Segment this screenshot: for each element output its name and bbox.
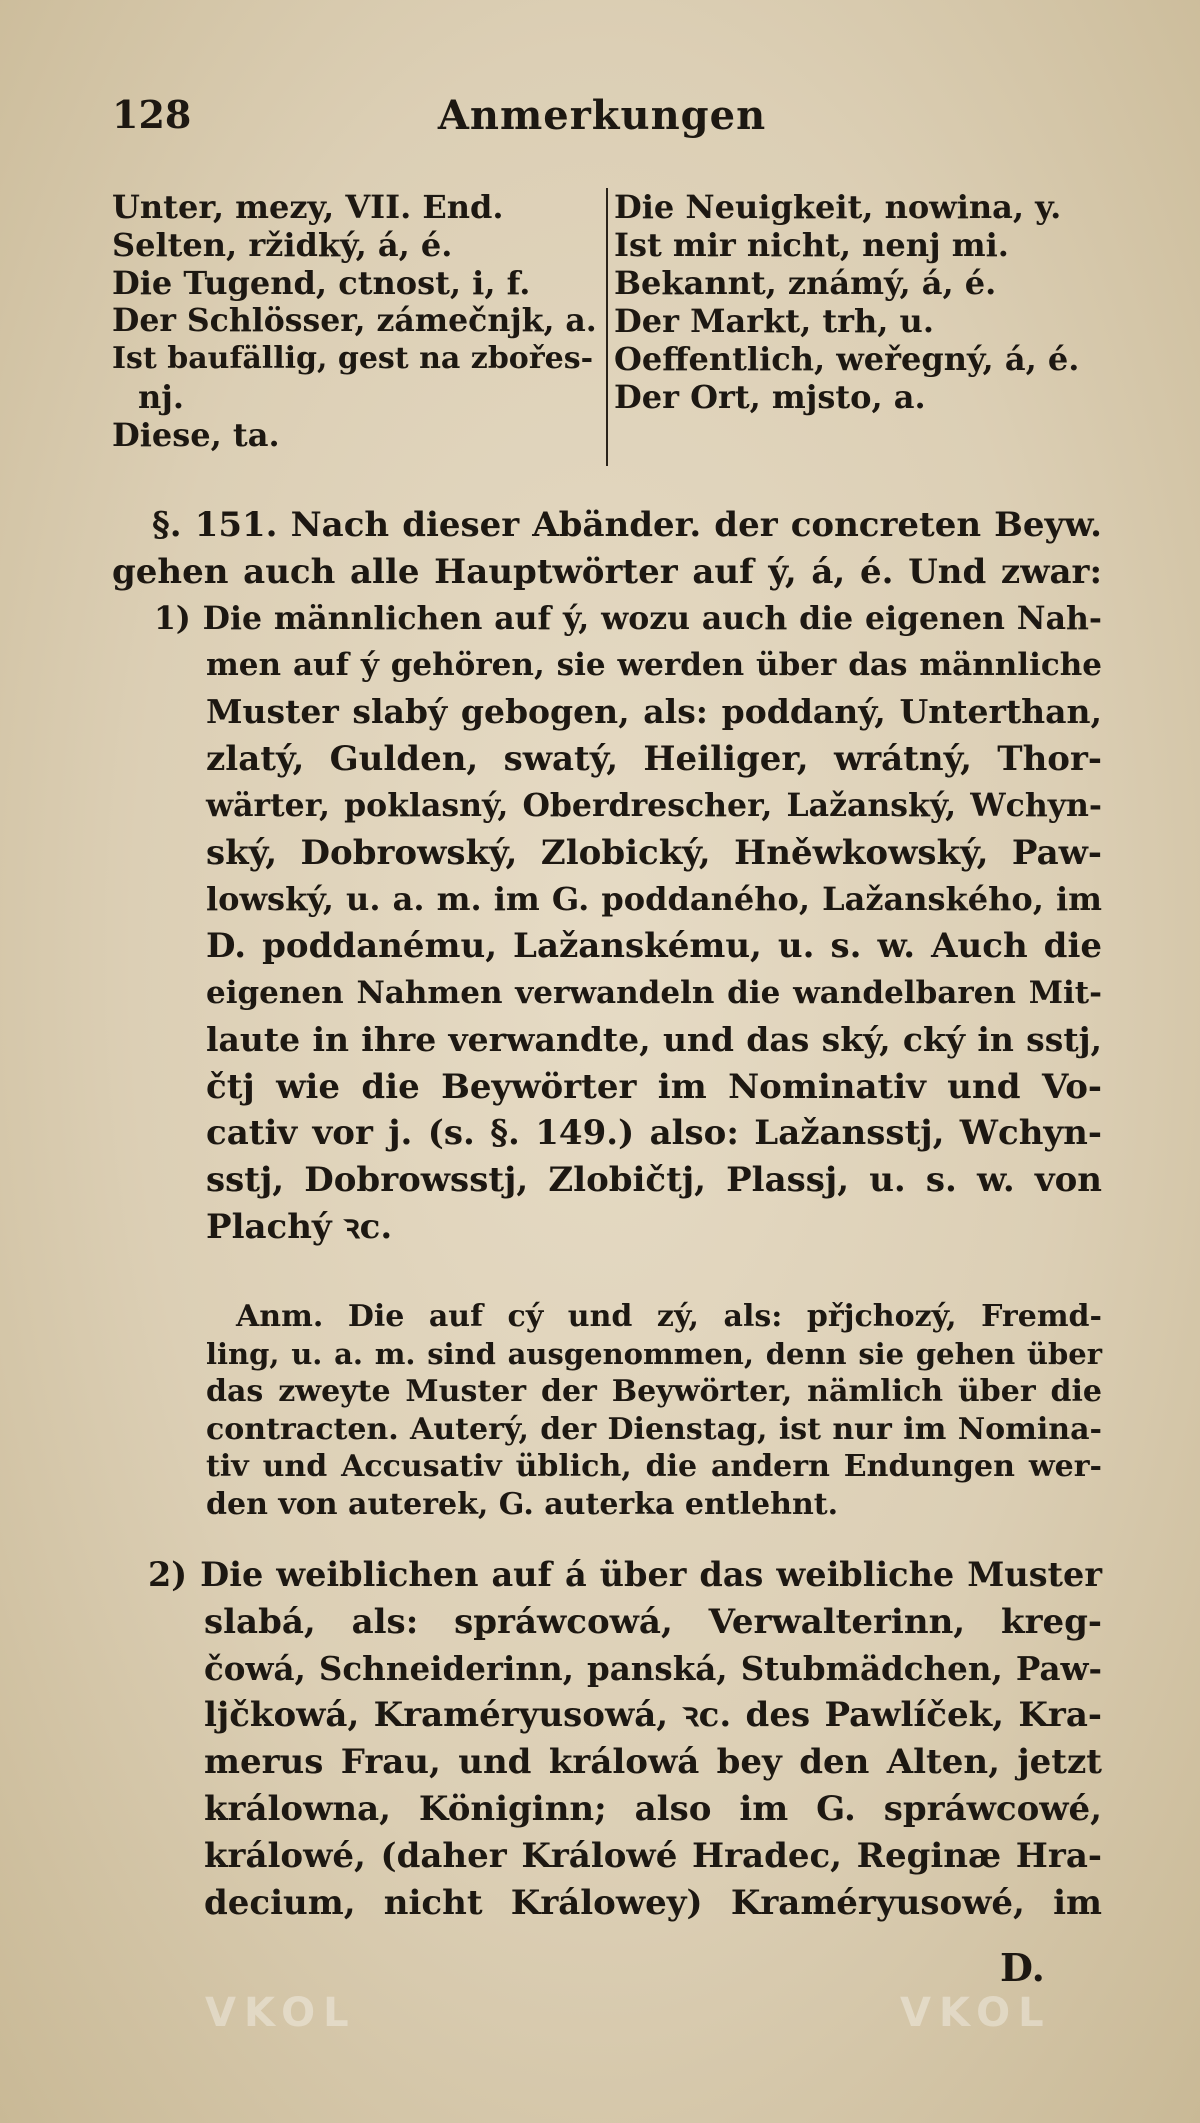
vocab-entry: Unter, mezy, VII. End. — [112, 188, 504, 226]
text-line: čtj wie die Beywörter im Nominativ und Vo- — [206, 1066, 1102, 1107]
text-line: decium, nicht Králowey) Kraméryusowé, im — [204, 1882, 1102, 1923]
text-line: sstj, Dobrowsstj, Zlobičtj, Plassj, u. s. w. von — [206, 1160, 1102, 1201]
text-line: lowský, u. a. m. im G. poddaného, Lažanského, im — [206, 880, 1102, 919]
vocabulary-table — [112, 188, 1092, 473]
vocab-entry: Ist mir nicht, nenj mi. — [614, 226, 1009, 264]
catchword: D. — [1000, 1945, 1045, 1990]
vocab-entry: Selten, ržidký, á, é. — [112, 226, 453, 264]
text-line: králowé, (daher Králowé Hradec, Reginæ Hra- — [204, 1835, 1102, 1876]
text-line: ský, Dobrowský, Zlobický, Hněwkowský, Paw- — [206, 832, 1102, 873]
page-header — [112, 92, 1092, 142]
vocab-entry: Ist baufällig, gest na zbořes- — [112, 341, 594, 376]
note-line: das zweyte Muster der Beywörter, nämlich über die — [206, 1374, 1102, 1409]
text-line: laute in ihre verwandte, und das ský, cký in sstj, — [206, 1019, 1102, 1059]
running-head: Anmerkungen — [437, 92, 767, 139]
text-line: cativ vor j. (s. §. 149.) also: Lažansstj, Wchyn- — [206, 1113, 1102, 1154]
vocab-entry: nj. — [138, 378, 184, 416]
section-151-paragraph — [112, 502, 1102, 1251]
text-line: men auf ý gehören, sie werden über das männliche — [206, 647, 1102, 684]
note-line: contracten. Auterý, der Dienstag, ist nur im Nomina- — [206, 1411, 1102, 1447]
text-line: čowá, Schneiderinn, panská, Stubmädchen, Paw- — [204, 1648, 1102, 1688]
text-line: eigenen Nahmen verwandeln die wandelbaren Mit- — [206, 974, 1102, 1011]
note-line: den von auterek, G. auterka entlehnt. — [206, 1486, 839, 1522]
text-line: zlatý, Gulden, swatý, Heiliger, wrátný, Thor- — [206, 738, 1102, 779]
note-line: Anm. Die auf cý und zý, als: přjchozý, Fremd- — [236, 1299, 1102, 1334]
watermark-left: VKOL — [205, 1990, 357, 2036]
text-line: ljčkowá, Kraméryusowá, ꝛc. des Pawlíček, Kra- — [204, 1695, 1102, 1736]
note-line: tiv und Accusativ üblich, die andern Endungen wer- — [206, 1449, 1102, 1484]
text-line: Muster slabý gebogen, als: poddaný, Unterthan, — [206, 692, 1102, 732]
page-number: 128 — [112, 92, 192, 137]
vocab-entry: Der Ort, mjsto, a. — [614, 378, 926, 416]
column-divider — [606, 188, 608, 466]
vocabulary-right-column — [614, 188, 1084, 416]
vocab-entry: Die Tugend, ctnost, i, f. — [112, 264, 531, 302]
vocab-entry: Der Markt, trh, u. — [614, 302, 934, 340]
text-line: Plachý ꝛc. — [206, 1206, 393, 1247]
text-line: §. 151. Nach dieser Abänder. der concreten Beyw. — [152, 505, 1102, 545]
vocab-entry: Oeffentlich, weřegný, á, é. — [614, 340, 1080, 378]
text-line: 1) Die männlichen auf ý, wozu auch die eigenen Nah- — [154, 599, 1102, 637]
note-line: ling, u. a. m. sind ausgenommen, denn sie gehen über — [206, 1336, 1102, 1371]
vocab-entry: Bekannt, známý, á, é. — [614, 264, 997, 302]
vocab-entry: Die Neuigkeit, nowina, y. — [614, 188, 1062, 226]
watermark-right: VKOL — [900, 1990, 1052, 2036]
text-line: 2) Die weiblichen auf á über das weibliche Muster — [148, 1555, 1102, 1594]
text-line: gehen auch alle Hauptwörter auf ý, á, é. Und zwar: — [112, 551, 1102, 592]
text-line: merus Frau, und králowá bey den Alten, jetzt — [204, 1742, 1102, 1783]
point-2-paragraph — [148, 1552, 1102, 1926]
text-line: králowna, Königinn; also im G. spráwcowé, — [204, 1788, 1102, 1829]
text-line: D. poddanému, Lažanskému, u. s. w. Auch die — [206, 926, 1102, 967]
annotation-note — [206, 1298, 1102, 1523]
vocab-entry: Der Schlösser, zámečnjk, a. — [112, 302, 597, 339]
vocabulary-left-column — [112, 188, 600, 454]
vocab-entry: Diese, ta. — [112, 416, 280, 454]
text-line: slabá, als: spráwcowá, Verwalterinn, kreg- — [204, 1601, 1102, 1642]
text-line: wärter, poklasný, Oberdrescher, Lažanský, Wchyn- — [206, 786, 1102, 824]
